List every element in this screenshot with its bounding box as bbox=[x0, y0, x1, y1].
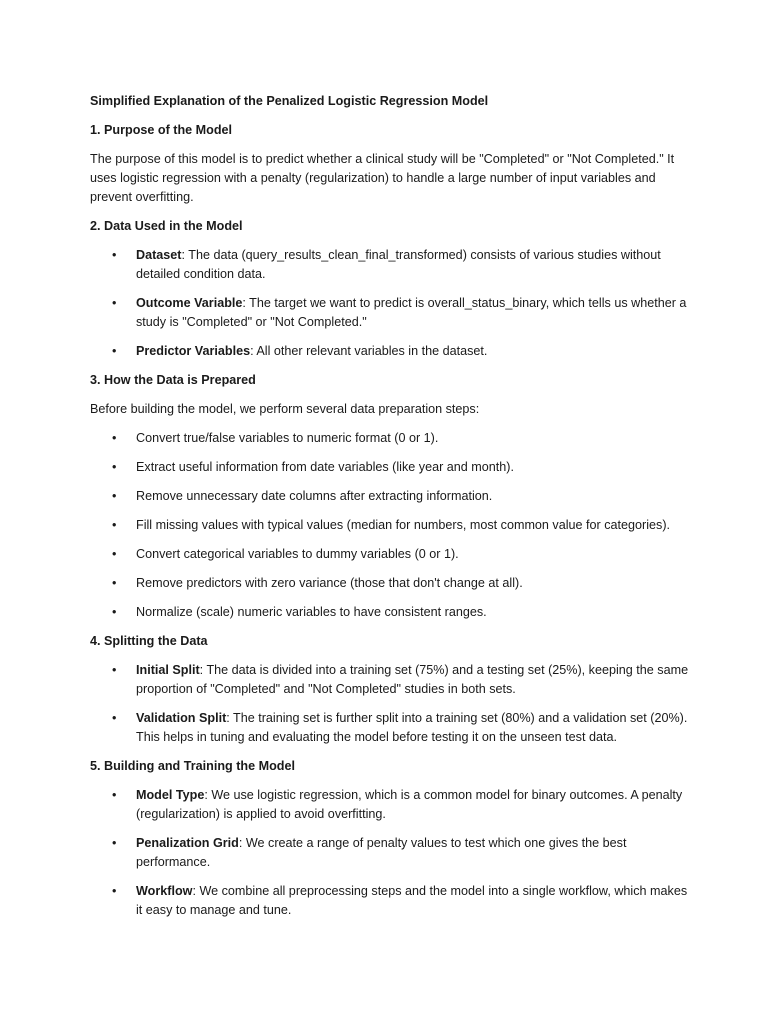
list-item bbox=[90, 342, 690, 361]
list-item bbox=[90, 487, 690, 506]
bullet-list bbox=[90, 786, 690, 920]
bullet-list bbox=[90, 429, 690, 622]
item-text: Remove predictors with zero variance (those that don't change at all). bbox=[136, 576, 523, 590]
item-text: : The target we want to predict is overall_status_binary, which tells us whether a study is "Completed" or "Not Completed." bbox=[136, 296, 687, 329]
bullet-icon: • bbox=[112, 884, 117, 898]
item-text: : The data is divided into a training set (75%) and a testing set (25%), keeping the same proportion of "Completed" and "Not Completed" studies in both sets. bbox=[136, 663, 689, 696]
item-term: Model Type bbox=[136, 788, 205, 802]
item-term: Outcome Variable bbox=[136, 296, 243, 310]
bullet-icon: • bbox=[112, 836, 117, 850]
section-paragraph: Before building the model, we perform several data preparation steps: bbox=[90, 402, 480, 416]
item-text: : The data (query_results_clean_final_transformed) consists of various studies without detailed condition data. bbox=[136, 248, 661, 281]
bullet-icon: • bbox=[112, 248, 117, 262]
bullet-icon: • bbox=[112, 344, 117, 358]
list-item bbox=[90, 429, 690, 448]
list-item bbox=[90, 458, 690, 477]
item-text: Remove unnecessary date columns after extracting information. bbox=[136, 489, 493, 503]
list-item bbox=[90, 882, 690, 920]
section-heading: 4. Splitting the Data bbox=[90, 634, 208, 648]
bullet-list bbox=[90, 661, 690, 747]
list-item bbox=[90, 545, 690, 564]
section-heading: 2. Data Used in the Model bbox=[90, 219, 243, 233]
bullet-icon: • bbox=[112, 576, 117, 590]
bullet-icon: • bbox=[112, 296, 117, 310]
item-term: Initial Split bbox=[136, 663, 200, 677]
list-item bbox=[90, 834, 690, 872]
list-item bbox=[90, 574, 690, 593]
document-title: Simplified Explanation of the Penalized Logistic Regression Model bbox=[90, 94, 489, 108]
bullet-icon: • bbox=[112, 663, 117, 677]
list-item bbox=[90, 709, 690, 747]
list-item bbox=[90, 661, 690, 699]
item-text: : We create a range of penalty values to test which one gives the best performance. bbox=[136, 836, 627, 869]
item-text: Convert categorical variables to dummy variables (0 or 1). bbox=[136, 547, 459, 561]
bullet-icon: • bbox=[112, 431, 117, 445]
list-item bbox=[90, 246, 690, 284]
bullet-icon: • bbox=[112, 460, 117, 474]
item-text: : We use logistic regression, which is a common model for binary outcomes. A penalty (regularization) is applied to avoid overfitting. bbox=[136, 788, 683, 821]
bullet-icon: • bbox=[112, 518, 117, 532]
item-term: Predictor Variables bbox=[136, 344, 251, 358]
item-term: Workflow bbox=[136, 884, 193, 898]
item-text: Fill missing values with typical values (median for numbers, most common value for categories). bbox=[136, 518, 671, 532]
bullet-icon: • bbox=[112, 547, 117, 561]
item-text: : All other relevant variables in the dataset. bbox=[250, 344, 488, 358]
section-paragraph: The purpose of this model is to predict whether a clinical study will be "Completed" or "Not Completed." It uses logistic regression with a penalty (regularization) to handle a large number of input variables and prevent overfitting. bbox=[90, 152, 675, 204]
list-item bbox=[90, 294, 690, 332]
list-item bbox=[90, 516, 690, 535]
item-text: : We combine all preprocessing steps and the model into a single workflow, which makes it easy to manage and tune. bbox=[136, 884, 688, 917]
bullet-icon: • bbox=[112, 489, 117, 503]
item-text: Normalize (scale) numeric variables to have consistent ranges. bbox=[136, 605, 487, 619]
bullet-icon: • bbox=[112, 605, 117, 619]
list-item bbox=[90, 786, 690, 824]
list-item bbox=[90, 603, 690, 622]
item-term: Dataset bbox=[136, 248, 182, 262]
bullet-icon: • bbox=[112, 711, 117, 725]
item-text: Extract useful information from date variables (like year and month). bbox=[136, 460, 514, 474]
document-body bbox=[90, 92, 690, 930]
bullet-icon: • bbox=[112, 788, 117, 802]
item-text: : The training set is further split into a training set (80%) and a validation set (20%). This helps in tuning and evaluating the model before testing it on the unseen test data. bbox=[136, 711, 688, 744]
section-heading: 5. Building and Training the Model bbox=[90, 759, 295, 773]
section-heading: 1. Purpose of the Model bbox=[90, 123, 233, 137]
section-heading: 3. How the Data is Prepared bbox=[90, 373, 256, 387]
item-text: Convert true/false variables to numeric format (0 or 1). bbox=[136, 431, 439, 445]
bullet-list bbox=[90, 246, 690, 361]
item-term: Validation Split bbox=[136, 711, 227, 725]
item-term: Penalization Grid bbox=[136, 836, 239, 850]
